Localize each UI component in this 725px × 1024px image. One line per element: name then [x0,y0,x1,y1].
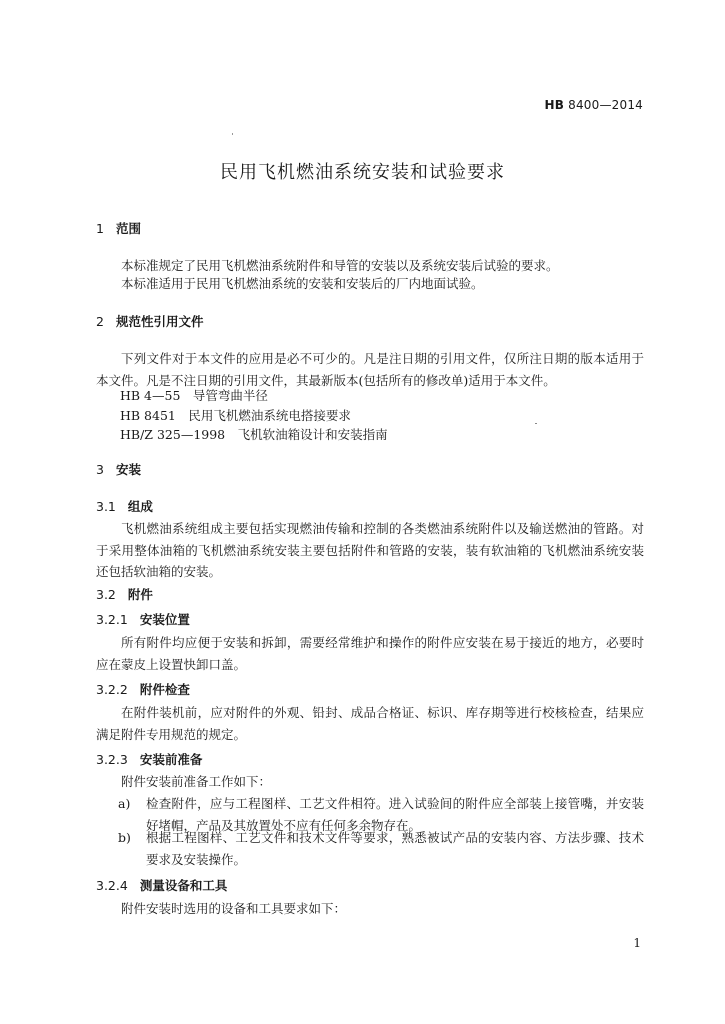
section-number: 2 [96,314,104,329]
standard-code-prefix: HB [544,98,565,112]
section-title: 规范性引用文件 [115,314,204,329]
subsection-3-1-heading [96,497,153,515]
scan-mark [535,423,537,424]
section-title: 组成 [127,499,153,514]
subsection-3-2-3-heading [96,750,202,768]
list-item-text: 根据工程图样、工艺文件和技术文件等要求，熟悉被试产品的安装内容、方法步骤、技术要求及安装操作。 [146,830,644,867]
list-item-marker: b) [118,830,131,845]
reference-item: HB 4—55 导管弯曲半径 [120,388,268,403]
section-title: 测量设备和工具 [139,878,228,893]
subsection-3-2-2-heading [96,680,190,698]
section-number: 3.1 [96,499,116,514]
section-number: 1 [96,221,104,236]
standard-code [545,98,644,112]
reference-item: HB 8451 民用飞机燃油系统电搭接要求 [120,408,351,423]
section-2-heading [96,312,203,330]
section-title: 安装位置 [139,612,190,627]
subsection-3-2-4-intro: 附件安装时选用的设备和工具要求如下： [121,901,347,916]
list-item [96,827,644,871]
document-title: 民用飞机燃油系统安装和试验要求 [220,162,505,183]
list-item-text: 检查附件，应与工程图样、工艺文件相符。进入试验间的附件应全部装上接管嘴，并安装好堵帽，产品及其放置处不应有任何多余物存在。 [146,796,644,833]
section-number: 3.2.2 [96,682,128,697]
section-1-heading [96,219,141,237]
subsection-3-2-4-heading [96,876,227,894]
subsection-3-2-heading [96,585,153,603]
subsection-3-2-2-paragraph: 在附件装机前，应对附件的外观、铅封、成品合格证、标识、库存期等进行校核检查，结果应满足附件专用规范的规定。 [96,705,644,742]
section-title: 附件检查 [139,682,190,697]
subsection-3-2-3-intro: 附件安装前准备工作如下： [121,774,272,789]
section-title: 安装 [115,462,141,477]
section-1-paragraph-1: 本标准规定了民用飞机燃油系统附件和导管的安装以及系统安装后试验的要求。 [121,258,559,273]
section-title: 范围 [115,221,141,236]
section-number: 3 [96,462,104,477]
section-2-paragraph-1: 下列文件对于本文件的应用是必不可少的。凡是注日期的引用文件，仅所注日期的版本适用于本文件。凡是不注日期的引用文件，其最新版本(包括所有的修改单)适用于本文件。 [96,351,644,388]
subsection-3-2-1-heading [96,610,190,628]
page-number: 1 [633,936,641,950]
section-title: 附件 [127,587,153,602]
section-number: 3.2.1 [96,612,128,627]
subsection-3-2-1-paragraph: 所有附件均应便于安装和拆卸，需要经常维护和操作的附件应安装在易于接近的地方，必要时应在蒙皮上设置快卸口盖。 [96,635,644,672]
section-1-paragraph-2: 本标准适用于民用飞机燃油系统的安装和安装后的厂内地面试验。 [121,276,484,291]
scan-mark [232,133,233,135]
section-3-heading [96,460,141,478]
subsection-3-1-paragraph: 飞机燃油系统组成主要包括实现燃油传输和控制的各类燃油系统附件以及输送燃油的管路。对于采用整体油箱的飞机燃油系统安装主要包括附件和管路的安装，装有软油箱的飞机燃油系统安装还包括软油箱的安装。 [96,521,644,579]
section-number: 3.2 [96,587,116,602]
section-title: 安装前准备 [139,752,203,767]
list-item-marker: a) [118,796,131,811]
reference-item: HB/Z 325—1998 飞机软油箱设计和安装指南 [120,427,388,442]
section-number: 3.2.4 [96,878,128,893]
standard-code-number: 8400—2014 [568,98,643,112]
section-number: 3.2.3 [96,752,128,767]
